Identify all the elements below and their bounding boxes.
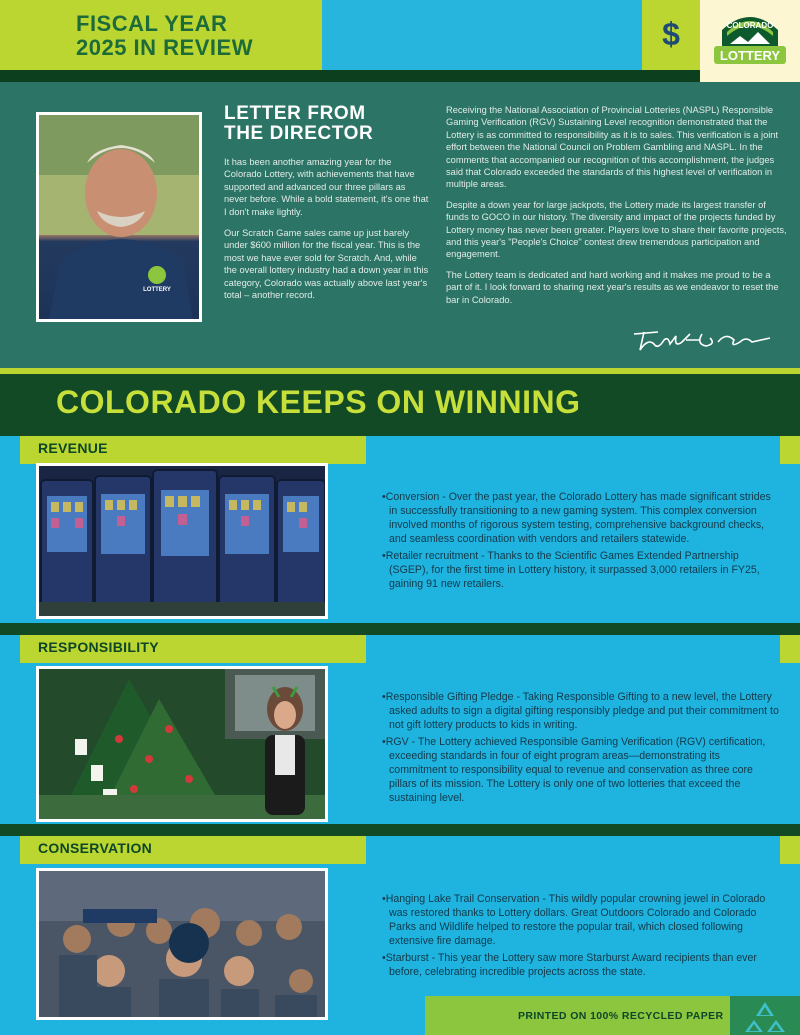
letter-column-2 [446, 104, 788, 314]
revenue-heading: REVENUE [38, 440, 108, 456]
letter-paragraph: The Lottery team is dedicated and hard working and it makes me proud to be a part of it. I look forward to sharing next year's results as we endeavor to reset the bar in Colorado. [446, 269, 779, 305]
conservation-bullet: • Hanging Lake Trail Conservation - This wildly popular crowning jewel in Colorado was restored thanks to Lottery dollars. Great Outdoors Colorado and Colorado Parks and Wildlife helped to restore the popular trail, which closed following extensive fire damage. [380, 892, 780, 948]
letter-heading-line1: LETTER FROM [224, 103, 366, 124]
logo-graphic [700, 0, 800, 82]
letter-column-1 [224, 156, 430, 310]
recycle-icon [730, 996, 800, 1035]
winning-banner-title: COLORADO KEEPS ON WINNING [56, 384, 581, 420]
letter-paragraph: It has been another amazing year for the Colorado Lottery, with achievements that have supported and advanced our three pillars as never before. While a bold statement, it's one that I don't make lightly. [224, 157, 429, 217]
responsibility-photo-gifting-tree [36, 666, 328, 822]
section-divider [0, 623, 800, 635]
recycled-paper-note: PRINTED ON 100% RECYCLED PAPER [518, 1010, 724, 1022]
header-title-box [58, 0, 322, 70]
letter-paragraph: Our Scratch Game sales came up just barely under $600 million for the fiscal year. This is the most we have ever sold for Scratch. And, while the overall lottery industry had a down year in this category, Colorado was actually above last year's total – another record. [224, 228, 429, 301]
responsibility-bullet: • Responsible Gifting Pledge - Taking Responsible Gifting to a new level, the Lottery asked adults to sign a digital gifting responsibly pledge and put their commitment to not gift lottery products to kids in writing. [380, 690, 780, 732]
conservation-bullet: • Starburst - This year the Lottery saw more Starburst Award recipients than ever before, celebrating incredible projects across the state. [380, 951, 780, 979]
responsibility-bullets [380, 690, 780, 808]
responsibility-heading: RESPONSIBILITY [38, 639, 159, 655]
colorado-lottery-logo [700, 0, 800, 82]
revenue-bullets [380, 490, 780, 594]
responsibility-bullet: • RGV - The Lottery achieved Responsible Gaming Verification (RGV) certification, exceeding standards in four of eight program areas—demonstrating its commitment to responsibility equal to revenue and conservation as three core pillars of its mission. The Lottery is only one of two lotteries that exceed the sustaining level. [380, 735, 780, 805]
revenue-label-accent [780, 436, 800, 464]
conservation-bullets [380, 892, 780, 982]
revenue-bullet: • Retailer recruitment - Thanks to the Scientific Games Extended Partnership (SGEP), for the first time in Lottery history, it surpassed 3,000 retailers in FY25, gaining 91 new retailers. [380, 549, 780, 591]
director-signature [630, 328, 780, 354]
recycle-icon-box [730, 996, 800, 1035]
report-title-line2: 2025 IN REVIEW [76, 35, 253, 60]
letter-paragraph: Despite a down year for large jackpots, the Lottery made its largest transfer of funds to GOCO in our history. The diversity and impact of the projects funded by Lottery money has never been greater. Players love to share their favorite projects, and this year's "People's Choice" contest drew tremendous participation and engagement. [446, 199, 787, 260]
logo-top-text: COLORADO [726, 21, 774, 30]
dollar-sign-icon: $ [662, 16, 680, 52]
header-lime-block [0, 0, 58, 70]
director-photo-frame [36, 112, 202, 322]
header-divider [0, 70, 700, 82]
letter-heading-line2: THE DIRECTOR [224, 123, 374, 144]
responsibility-label-accent [780, 635, 800, 663]
page-header [0, 0, 800, 82]
director-photo [39, 115, 199, 319]
shirt-badge-text: LOTTERY [143, 287, 171, 293]
conservation-heading: CONSERVATION [38, 840, 153, 856]
revenue-photo-vending-machines [36, 463, 328, 619]
conservation-photo-crowd-selfie [36, 868, 328, 1020]
conservation-label-accent [780, 836, 800, 864]
logo-main-text: LOTTERY [719, 48, 781, 63]
report-title-line1: FISCAL YEAR [76, 11, 228, 36]
letter-heading [224, 104, 373, 144]
letter-paragraph: Receiving the National Association of Provincial Lotteries (NASPL) Responsible Gaming Verification (RGV) Sustaining Level recognition demonstrated that the Lottery is as committed to responsibility as it is to sales. This verification is a joint effort between the National Council on Problem Gambling and NASPL. In the comments that accompanied our recognition of this accomplishment, the judges said that Colorado exceeded the standards of this highest level of verification in multiple areas. [446, 105, 779, 190]
revenue-bullet: • Conversion - Over the past year, the Colorado Lottery has made significant strides in successfully transitioning to a new gaming system. This complex conversion involved months of rigorous system testing, comprehensive background checks, and seamless coordination with vendors and retailers statewide. [380, 490, 780, 546]
section-divider [0, 824, 800, 836]
header-blue-block [322, 0, 642, 70]
